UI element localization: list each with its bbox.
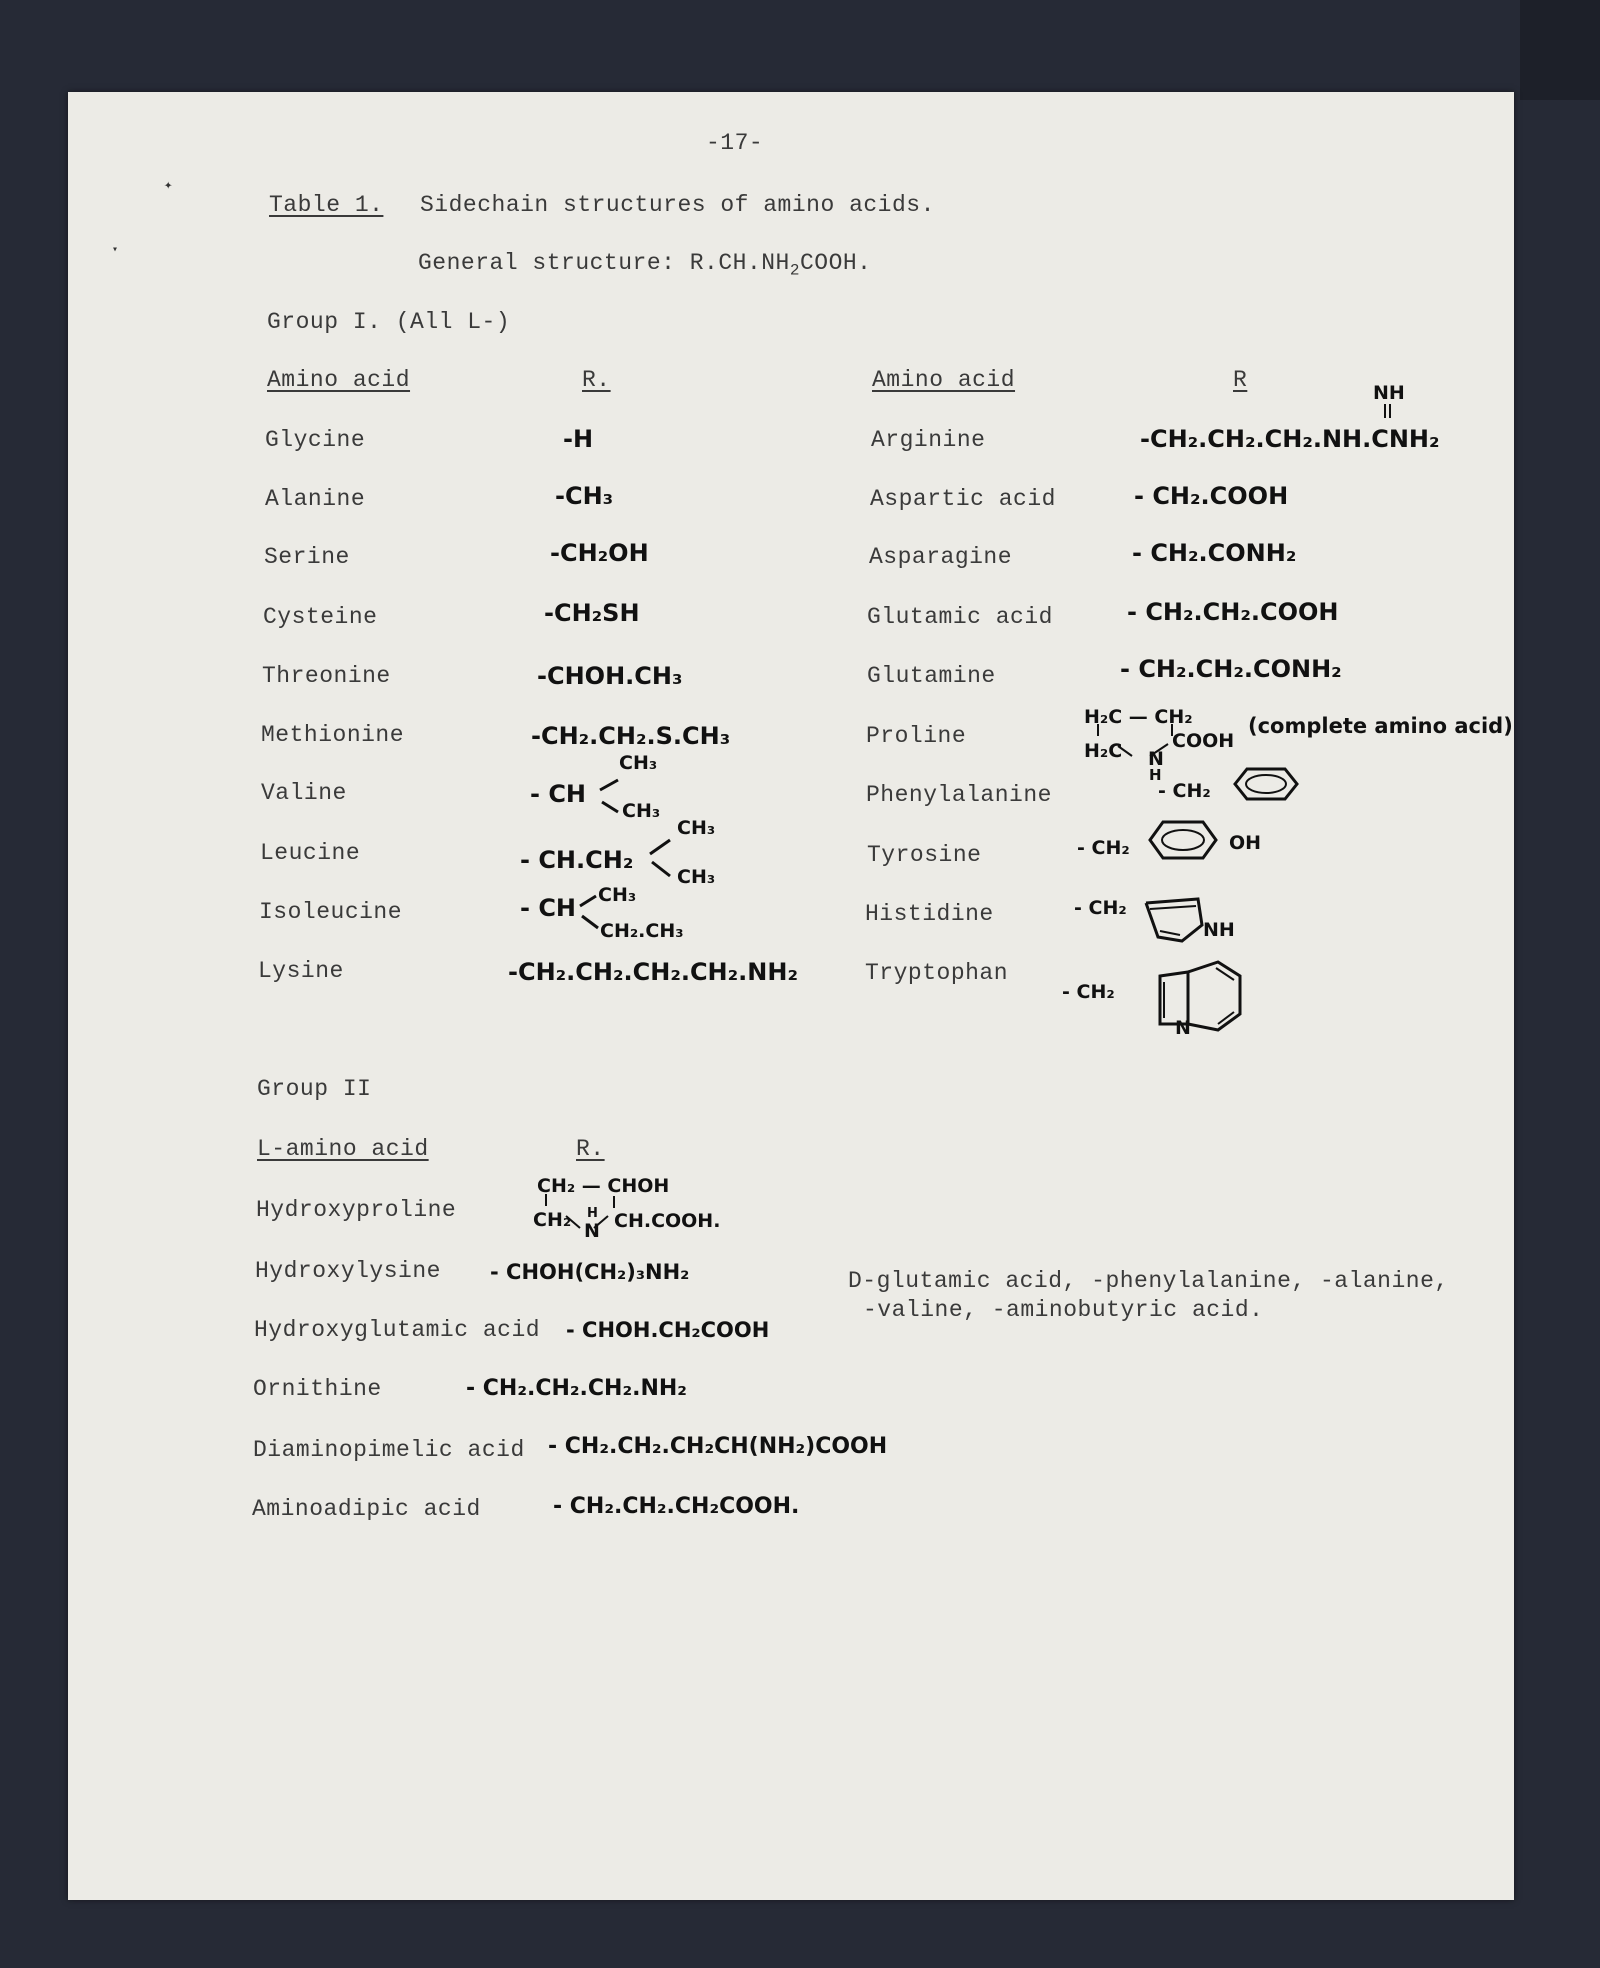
sidechain-structure: - CH₂.CH₂.CH₂COOH. — [553, 1494, 800, 1519]
table-label: Table 1. — [269, 192, 384, 218]
proline-n: N — [1148, 748, 1164, 770]
branch-lower: CH₃ — [622, 800, 661, 822]
tryptophan-n: N — [1175, 1017, 1191, 1039]
histidine-nh: NH — [1203, 919, 1235, 941]
proline-ring-top: H₂C — CH₂ — [1084, 706, 1193, 728]
sidechain-structure: - CH — [530, 780, 587, 808]
general-structure-prefix: General structure: R.CH.NH — [418, 250, 790, 276]
hydroxyproline-n: N — [584, 1220, 600, 1242]
amino-acid-name: Hydroxyproline — [256, 1197, 457, 1223]
proline-note: (complete amino acid) — [1248, 714, 1513, 738]
amino-acid-name: Methionine — [261, 722, 405, 748]
branch-upper: CH₃ — [598, 884, 637, 906]
group2-r-header: R. — [576, 1136, 605, 1162]
sidechain-structure: -CH₂OH — [550, 539, 649, 567]
proline-ring-bottom: H₂C — [1084, 740, 1123, 762]
branch-upper: CH₃ — [677, 817, 716, 839]
double-bond — [1373, 402, 1403, 422]
group2-heading: Group II — [257, 1076, 372, 1102]
amino-acid-name: Ornithine — [253, 1376, 382, 1402]
amino-acid-name: Glutamine — [867, 663, 996, 689]
group1-heading: Group I. (All L-) — [267, 309, 511, 335]
sidechain-structure: - CH₂.CH₂.CH₂CH(NH₂)COOH — [548, 1434, 888, 1459]
sidechain-structure: - CH₂ — [1074, 897, 1127, 919]
document-page — [68, 92, 1514, 1900]
benzene-ring-icon — [1146, 819, 1220, 861]
group1-left-col-header: Amino acid — [267, 367, 411, 393]
table-title: Sidechain structures of amino acids. — [420, 192, 935, 218]
amino-acid-name: Histidine — [865, 901, 994, 927]
sidechain-structure: -H — [563, 425, 594, 453]
sidechain-structure: - CHOH(CH₂)₃NH₂ — [490, 1260, 690, 1284]
hydroxyproline-ch2: CH₂ — [533, 1209, 572, 1231]
amino-acid-name: Proline — [866, 723, 967, 749]
sidechain-structure: - CH₂.CH₂.CONH₂ — [1120, 655, 1342, 683]
sidechain-structure: -CH₂.CH₂.CH₂.NH.CNH₂ — [1140, 425, 1440, 453]
sidechain-structure: - CH₂.CONH₂ — [1132, 539, 1297, 567]
sidechain-structure: - CHOH.CH₂COOH — [566, 1318, 770, 1342]
branch-lower: CH₂.CH₃ — [600, 920, 684, 942]
sidechain-structure: -CH₂.CH₂.S.CH₃ — [531, 722, 731, 750]
amino-acid-name: Serine — [264, 544, 350, 570]
general-structure-subscript: 2 — [789, 261, 800, 280]
sidechain-structure: -CH₂.CH₂.CH₂.CH₂.NH₂ — [508, 958, 798, 986]
sidechain-structure: -CH₃ — [555, 482, 614, 510]
hydroxyproline-right: CH.COOH. — [614, 1210, 721, 1232]
group1-left-r-header: R. — [582, 367, 611, 393]
amino-acid-name: Glycine — [265, 427, 366, 453]
amino-acid-name: Diaminopimelic acid — [253, 1437, 525, 1463]
amino-acid-name: Valine — [261, 780, 347, 806]
amino-acid-name: Cysteine — [263, 604, 378, 630]
hydroxyproline-h: H — [587, 1206, 598, 1221]
paper-mark: ▾ — [112, 245, 119, 256]
branch-lower: CH₃ — [677, 866, 716, 888]
amino-acid-name: Asparagine — [869, 544, 1013, 570]
amino-acid-name: Phenylalanine — [866, 782, 1052, 808]
arginine-top-nh: NH — [1373, 382, 1405, 404]
tyrosine-oh: OH — [1229, 832, 1262, 854]
general-structure-suffix: COOH. — [799, 250, 872, 276]
sidechain-structure: - CH₂.COOH — [1134, 482, 1289, 510]
page-number: -17- — [706, 130, 764, 156]
d-amino-acid-note-line1: D-glutamic acid, -phenylalanine, -alanine, — [848, 1268, 1449, 1294]
amino-acid-name: Hydroxylysine — [255, 1258, 441, 1284]
sidechain-structure: -CHOH.CH₃ — [537, 662, 683, 690]
group1-right-col-header: Amino acid — [872, 367, 1016, 393]
amino-acid-name: Lysine — [258, 958, 344, 984]
sidechain-structure: -CH₂SH — [544, 599, 640, 627]
amino-acid-name: Tyrosine — [867, 842, 982, 868]
sidechain-structure: - CH₂ — [1158, 780, 1211, 802]
sidechain-structure: - CH₂.CH₂.COOH — [1127, 598, 1339, 626]
paper-mark: ✦ — [164, 178, 173, 194]
amino-acid-name: Threonine — [262, 663, 391, 689]
hydroxyproline-ring-top: CH₂ — CHOH — [537, 1175, 670, 1197]
amino-acid-name: Leucine — [260, 840, 361, 866]
amino-acid-name: Hydroxyglutamic acid — [254, 1317, 541, 1343]
proline-h: H — [1149, 766, 1162, 784]
sidechain-structure: - CH₂.CH₂.CH₂.NH₂ — [466, 1376, 687, 1401]
indole-ring-icon — [1142, 958, 1242, 1038]
amino-acid-name: Arginine — [871, 427, 986, 453]
group2-col-header: L-amino acid — [257, 1136, 429, 1162]
sidechain-structure: - CH₂ — [1077, 837, 1130, 859]
group1-right-r-header: R — [1233, 367, 1248, 393]
proline-cooh: COOH — [1172, 730, 1235, 752]
amino-acid-name: Alanine — [265, 486, 366, 512]
sidechain-structure: - CH — [520, 894, 577, 922]
backdrop-corner — [1520, 0, 1600, 100]
sidechain-structure: - CH₂ — [1062, 981, 1115, 1003]
amino-acid-name: Aspartic acid — [870, 486, 1056, 512]
amino-acid-name: Aminoadipic acid — [252, 1496, 481, 1522]
sidechain-structure: - CH.CH₂ — [520, 846, 634, 874]
amino-acid-name: Isoleucine — [259, 899, 403, 925]
d-amino-acid-note-line2: -valine, -aminobutyric acid. — [863, 1297, 1264, 1323]
general-structure — [418, 250, 871, 280]
amino-acid-name: Tryptophan — [865, 960, 1009, 986]
amino-acid-name: Glutamic acid — [867, 604, 1053, 630]
benzene-ring-icon — [1231, 766, 1301, 802]
branch-upper: CH₃ — [619, 752, 658, 774]
